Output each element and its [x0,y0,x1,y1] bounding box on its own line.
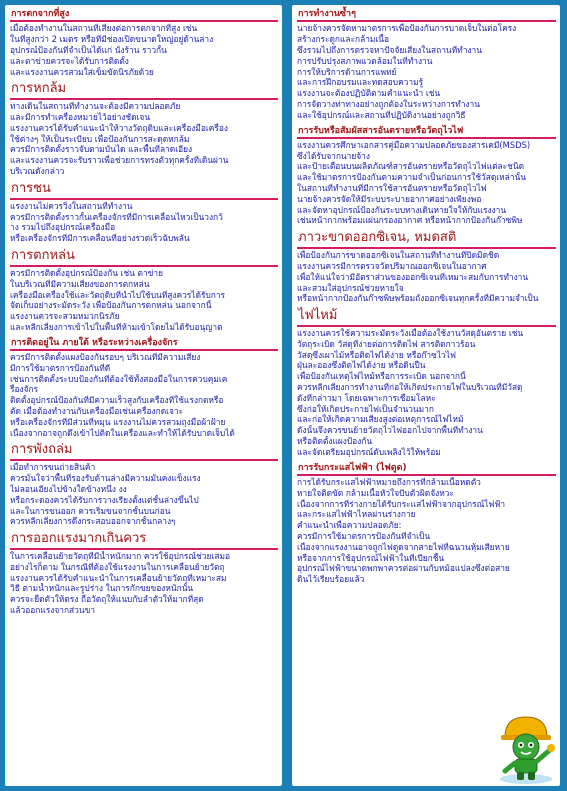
section-text-line: หรือเครื่องจักรที่มีการเคลื่อนที่อย่างรวดเร็วฉับพลัน [10,233,190,244]
section-text-line: ควรมีการติดตั้งอุปกรณ์ป้องกัน เช่น ตาข่าย [10,267,163,278]
section-title: การทำงานซ้ำๆ [297,9,556,22]
section-text-line: และกระแสไฟฟ้าไหลผ่านร่างกาย [297,509,416,520]
section-text-line: แรงงานควรมีการตรวจวัดปริมาณออกซิเจนในอากาศ [297,260,487,271]
section [10,9,278,77]
section [10,532,278,616]
section-text-line: ไม่ลอนเอียงไปข้างใดข้างหนึ่ง งง [10,483,127,494]
section-text-line: ควรมีการติดตั้งแผงป้องกันรอบๆ บริเวณที่มีความเสี่ยง [10,352,201,363]
section-text-line: และป้ายเตือนบนผลิตภัณฑ์สารอันตรายหรือวัตถุไวไฟแต่ละชนิด [297,161,525,172]
section-text-line: ซึ่งรวมไปถึงการตรวจหาปัจจัยเสี่ยงในสถานที่ทำงาน [297,44,482,55]
section-text-line: ซึ่งก่อให้เกิดประกายไฟเป็นจำนวนมาก [297,403,434,414]
section-text-line: ใช้ต่างๆ ให้เป็นระเบียบ เพื่อป้องกันการสะดุดหกล้ม [10,133,190,144]
section-title: ไฟไหม้ [297,309,556,327]
section-text-line: แรงงานควรได้รับคำแนะนำให้วางวัตถุดิบและเครื่องมือเครื่อง [10,122,228,133]
section-text-line: ในที่สูงกว่า 2 เมตร หรือที่มีช่องเปิดขนาดใหญ่อยู่ด้านล่าง [10,34,214,45]
section-text-line: นายจ้างควรจัดหามาตรการเพื่อป้องกันการบาดเจ็บในต่อโครง [297,23,517,34]
section [10,182,278,244]
section [10,338,278,439]
section-text-line: การจัดวางท่าทางอย่างถูกต้องในระหว่างการทำงาน [297,98,480,109]
section-text-line: ควรจะยืดตัวให้ตรง ถือวัตถุให้แนบกับลำตัวให้มากที่สุด [10,594,204,605]
section-text-line: าง รวมไปถึงอุปกรณ์เครื่องมือ [10,222,116,233]
section-text-line: คำแนะนำเพื่อความปลอดภัย: [297,520,402,531]
section-title: การตกจากที่สูง [10,9,278,22]
section-text-line: การให้บริการด้านการแพทย์ [297,66,397,77]
section-text-line: แรงงานควรได้รับคำแนะนำในการเคลื่อนย้ายวัตถุที่เหมาะสม [10,572,227,583]
section-text-line: และในการขนออก ควรเริ่มขนจากชั้นบนก่อน [10,505,171,516]
section-title: การรับกระแสไฟฟ้า (ไฟดูด) [297,463,556,476]
section-text-line: การได้รับกระแสไฟฟ้าหมายถึงการที่กล้ามเนื้อหดตัว [297,477,481,487]
section-text-line: และแรงงานควรสวมใส่เข็มขัดนิรภัยด้วย [10,66,154,77]
section-title: การออกแรงมากเกินควร [10,532,278,550]
section-text-line: ควรมีการใช้มาตรการป้องกันที่จำเป็น [297,530,431,541]
section-text-line: และแรงงานควรจะรับราวเพื่อช่วยการทรงตัวทุกครั้งที่เดินผ่าน [10,155,229,166]
section-text-line: บริเวณดังกล่าว [10,166,65,177]
section-text-line: ดินไว้เรียบร้อยแล้ว [297,574,365,585]
left-column [5,5,282,786]
section-text-line: เมื่อทำการขนถ่ายสินค้า [10,462,96,473]
section-text-line: แรงงานควรศึกษาเอกสารคู่มือความปลอดภัยของสารเคมี(MSDS) [297,139,531,150]
section-text-line: แรงงานจะต้องปฏิบัติตามคำแนะนำ เช่น [297,88,441,99]
section-text-line: ควรหลีกเลี่ยงการดึงกระสอบออกจากชั้นกลางๆ [10,516,176,527]
section-text-line: ทางเดินในสถานที่ทำงานจะต้องมีความปลอดภัย [10,101,181,112]
section-text-line: ควรมั่นใจว่าพื้นที่รองรับด้านล่างมีความมั่นคงแข็งแรง [10,473,201,484]
section-title: การติดอยู่ใน ภายใต้ หรือระหว่างเครื่องจักร [10,338,278,351]
section-text-line: เช่นหน้ากากพร้อมแผ่นกรองอากาศ หรือหน้ากากป้องกันก๊าซพิษ [297,215,523,226]
section-text-line: เพื่อให้แน่ใจว่ามีอัตราส่วนของออกซิเจนที่เหมาะสมกับการทำงาน [297,271,529,282]
section-text-line: หรือเครื่องจักรที่มีส่วนที่หมุน แรงงานไม่ควรสวมถุงมือผ้าฝ้าย [10,416,226,427]
right-column [292,5,560,786]
section-text-line: และการฝึกอบรมและทดสอบความรู้ [297,77,424,88]
section-text-line: เนื่องจากอาจถูกดึงเข้าไปติดในเครื่องและทำให้ได้รับบาดเจ็บได้ [10,427,235,438]
section-title: การชน [10,182,278,200]
section-title: ภาวะขาดออกซิเจน, หมดสติ [297,231,556,249]
section-text-line: รื่องจักร [10,384,39,395]
section-text-line: หรือหน้ากากป้องกันก๊าซพิษพร้อมถังออกซิเจนทุกครั้งที่มีความจำเป็น [297,293,539,304]
section [297,309,556,458]
section-text-line: แรงงานไม่ควรวิ่งในสถานที่ทำงาน [10,200,133,211]
section-text-line: อย่างไรก็ตาม ในกรณีที่ต้องใช้แรงงานในการเคลื่อนย้ายวัตถุ [10,561,225,572]
section-text-line: แรงงานควรใช้ความระมัดระวังเมื่อต้องใช้งานวัสดุอันตราย เช่น [297,328,524,339]
section-text-line: และใช้มาตรการป้องกันตามความจำเป็นก่อนการใช้วัสดุเหล่านั้น [297,172,526,183]
section [10,249,278,333]
section-text-line: ฝุ่นละอองซึ่งติดไฟได้ง่าย หรือดินปืน [297,360,426,371]
section-text-line: ติดตั้งอุปกรณ์ป้องกันที่มีความเร็วสูงกับเครื่องที่ใช้แรงกดหรือ [10,395,224,406]
section-text-line: ซึ่งได้รับจากนายจ้าง [297,150,370,161]
section-text-line: อุปกรณ์ป้องกันที่จำเป็นได้แก่ นั่งร้าน ราวกั้น [10,44,167,55]
section-text-line: และจัดหาอุปกรณ์ป้องกันระบบทางเดินหายใจให้กับแรงงาน [297,204,507,215]
section-text-line: ในสถานที่ทำงานที่มีการใช้สารอันตรายหรือวัตถุไวไฟ [297,183,487,194]
worker-mascot-icon [491,709,561,785]
section-text-line: หายใจติดขัด กล้ามเนื้อหัวใจบีบตัวผิดจังหวะ [297,487,454,498]
section-title: การพังถล่ม [10,443,278,461]
section [297,9,556,121]
section-text-line: เพื่อป้องกันการขาดออกซิเจนในสถานที่ทำงานที่ปิดมิดชิด [297,250,500,261]
section-text-line: ควรมีการติดตั้งราวจับตามบันได และพื้นที่ลาดเอียง [10,144,193,155]
section-text-line: และจัดเตรียมอุปกรณ์ดับเพลิงไว้ให้พร้อม [297,446,441,457]
section-text-line: ควรมีการติดตั้งราวกั้นเครื่องจักรที่มีการเคลื่อนไหวเป็นวงกว้ [10,211,223,222]
section-text-line: สร้างกระดูกและกล้ามเนื้อ [297,34,390,45]
section-text-line: จัดเก็บอย่างระมัดระวัง เพื่อป้องกันการตกหล่น นอกจากนี้ [10,300,212,311]
section-text-line: เครื่องมือเครื่องใช้และวัตถุดิบที่นำไปใช้บนที่สูงควรได้รับการ [10,289,226,300]
section-text-line: หรือจากการใช้อุปกรณ์ไฟฟ้าในที่เปียกชื้น [297,552,445,563]
section-title: การหกล้ม [10,82,278,100]
section-text-line: หรือติดตั้งแผงป้องกัน [297,436,373,447]
section-text-line: เช่นการติดตั้งระบบป้องกันที่ต้องใช้ทั้งสองมือในการควบคุมเค [10,373,228,384]
section-text-line: วัตถุระเบิด วัสดุที่ง่ายต่อการติดไฟ สารติดกาวร้อน [297,338,476,349]
section-title: การตกหล่น [10,249,278,267]
section-text-line: และใช้อุปกรณ์และสถานที่ปฏิบัติงานอย่างถูกวิธี [297,109,466,120]
section-text-line: ในการเคลื่อนย้ายวัตถุที่มีน้ำหนักมาก ควรใช้อุปกรณ์ช่วยเสมอ [10,551,230,562]
section-text-line: ดังนั้นจึงควรขนย้ายวัตถุไวไฟออกไปจากพื้นที่ทำงาน [297,425,483,436]
section-text-line: เพื่อป้องกันเหตุไฟไหม้หรือการระเบิด นอกจากนี้ [297,371,466,382]
section-text-line: และก่อให้เกิดความเสี่ยงสูงต่อเหตุการณ์ไฟไหม้ [297,414,464,425]
section-text-line: วิธี ตามน้ำหนักและรูปร่าง ในการกักขยของหนักนั้น [10,583,194,594]
section-text-line: เนื่องจากการที่ร่างกายได้รับกระแสไฟฟ้าจากอุปกรณ์ไฟฟ้า [297,498,506,509]
section [10,443,278,527]
section-text-line: ในบริเวณที่มีความเสี่ยงของการตกหล่น [10,278,150,289]
section [297,126,556,227]
section [10,82,278,177]
section [297,463,556,585]
section-text-line: ดังที่กล่าวมา โดยเฉพาะการเชื่อมโลหะ [297,392,436,403]
section-text-line: การปรับปรุงสภาพแวดล้อมในที่ทำงาน [297,55,433,66]
section-text-line: และหลีกเลี่ยงการเข้าไปในพื้นที่ห้ามเข้าโดยไม่ได้รับอนุญาต [10,321,223,332]
section-text-line: ควรหลีกเลี่ยงการทำงานที่ก่อให้เกิดประกายไฟในบริเวณที่มีวัสดุ [297,382,523,393]
section-text-line: ตัด เมื่อต้องทำงานกับเครื่องมือเช่นเครื่องกดเจาะ [10,406,184,417]
section-text-line: อุปกรณ์ไฟฟ้าขนาดพกพาควรต่อผ่านกับหม้อแปลงซึ่งต่อสาย [297,563,510,574]
section-text-line: เนื่องจากแรงงานอาจถูกไฟดูดจากสายไฟที่ฉนวนหุ้มเสียหาย [297,541,510,552]
section-text-line: มีการใช้มาตรการป้องกันที่ดี [10,362,111,373]
section-text-line: แล้วออกแรงจากส่วนขา [10,605,95,616]
section [297,231,556,304]
section-text-line: วัสดุซึ่งเผาไม้หรือติดไฟได้ง่าย หรือก๊าซไวไฟ [297,349,456,360]
section-title: การรับหรือสัมผัสสารอันตรายหรือวัตถุไวไฟ [297,126,556,139]
section-text-line: นายจ้างควรจัดให้มีระบบระบายอากาศอย่างเพียงพอ [297,193,482,204]
section-text-line: และตาข่ายควรจะได้รับการติดตั้ง [10,55,129,66]
section-text-line: และสวมใส่อุปกรณ์ช่วยหายใจ [297,282,404,293]
section-text-line: เมื่อต้องทำงานในสถานที่เสี่ยงต่อการตกจากที่สูง เช่น [10,23,198,34]
section-text-line: หรือกระดองควรได้รับการวางเรียงตั้งแต่ชั้นล่างขึ้นไป [10,494,199,505]
section-text-line: แรงงานควรจะสวมหมวกนิรภัย [10,311,120,322]
section-text-line: และมีการทำเครื่องหมายไว้อย่างชัดเจน [10,112,151,123]
